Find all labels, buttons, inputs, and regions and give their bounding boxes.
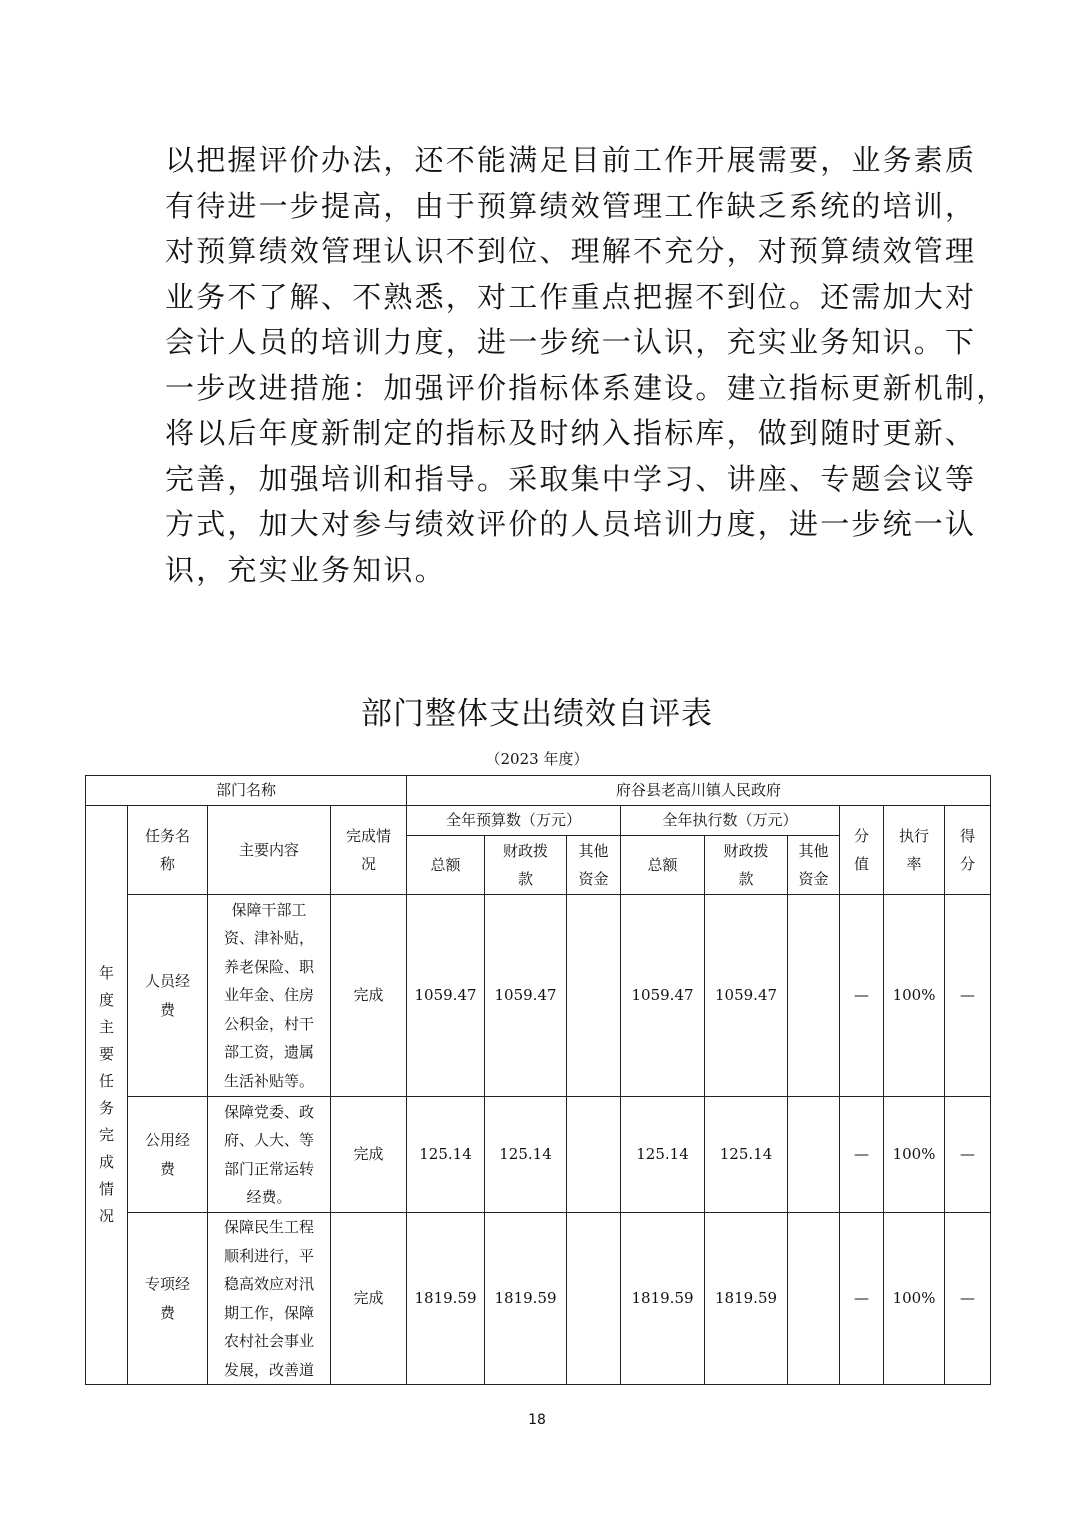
header-exec-other: 其他 资金 [788, 836, 840, 895]
exec-fiscal: 1819.59 [705, 1213, 788, 1385]
paragraph-line: 有待进一步提高，由于预算绩效管理工作缺乏系统的培训， [165, 188, 977, 223]
paragraph-line: 会计人员的培训力度，进一步统一认识，充实业务知识。下 [165, 325, 977, 359]
budget-total: 125.14 [407, 1097, 485, 1213]
task-content: 保障民生工程 顺利进行，平 稳高效应对汛 期工作，保障 农村社会事业 发展，改善道 [208, 1213, 331, 1385]
header-exec-rate: 执行 率 [884, 806, 945, 895]
score: — [945, 1213, 991, 1385]
page-number: 18 [528, 1412, 546, 1428]
budget-total: 1819.59 [407, 1213, 485, 1385]
budget-other [567, 1213, 621, 1385]
score: — [945, 895, 991, 1097]
exec-total: 1059.47 [621, 895, 705, 1097]
header-task-name: 任务名 称 [128, 806, 208, 895]
task-name: 人员经 费 [128, 895, 208, 1097]
exec-total: 1819.59 [621, 1213, 705, 1385]
exec-rate: 100% [884, 895, 945, 1097]
header-budget-total: 总额 [407, 836, 485, 895]
header-exec-total: 总额 [621, 836, 705, 895]
task-content: 保障党委、政 府、人大、等 部门正常运转 经费。 [208, 1097, 331, 1213]
table-row [86, 895, 991, 1097]
score-value: — [840, 895, 884, 1097]
task-content: 保障干部工 资、津补贴， 养老保险、职 业年金、住房 公积金，村干 部工资，遗属 生活补贴等。 [208, 895, 331, 1097]
budget-total: 1059.47 [407, 895, 485, 1097]
paragraph-line: 识，充实业务知识。 [165, 552, 446, 587]
exec-other [788, 1097, 840, 1213]
exec-fiscal: 125.14 [705, 1097, 788, 1213]
header-budget-group: 全年预算数（万元） [407, 806, 621, 836]
table-subtitle: （2023 年度） [485, 750, 589, 768]
exec-other [788, 895, 840, 1097]
table-row [86, 1213, 991, 1385]
paragraph-line: 对预算绩效管理认识不到位、理解不充分，对预算绩效管理 [165, 234, 977, 268]
header-content: 主要内容 [208, 806, 331, 895]
header-score-value: 分 值 [840, 806, 884, 895]
score-value: — [840, 1213, 884, 1385]
header-exec-group: 全年执行数（万元） [621, 806, 840, 836]
body-paragraph [165, 138, 1008, 593]
table-row [86, 1097, 991, 1213]
side-label: 年 度 主 要 任 务 完 成 情 况 [86, 806, 128, 1385]
exec-other [788, 1213, 840, 1385]
exec-rate: 100% [884, 1213, 945, 1385]
performance-table [85, 775, 991, 1385]
task-name: 专项经 费 [128, 1213, 208, 1385]
budget-fiscal: 1819.59 [485, 1213, 567, 1385]
exec-total: 125.14 [621, 1097, 705, 1213]
exec-rate: 100% [884, 1097, 945, 1213]
score: — [945, 1097, 991, 1213]
dept-label: 部门名称 [86, 776, 407, 806]
paragraph-line: 以把握评价办法，还不能满足目前工作开展需要，业务素质 [165, 143, 977, 177]
budget-fiscal: 125.14 [485, 1097, 567, 1213]
dept-value: 府谷县老高川镇人民政府 [407, 776, 991, 806]
paragraph-line: 完善，加强培训和指导。采取集中学习、讲座、专题会议等 [165, 461, 977, 496]
paragraph-line: 将以后年度新制定的指标及时纳入指标库，做到随时更新、 [165, 416, 977, 450]
task-name: 公用经 费 [128, 1097, 208, 1213]
paragraph-line: 业务不了解、不熟悉，对工作重点把握不到位。还需加大对 [165, 279, 977, 314]
paragraph-line: 方式，加大对参与绩效评价的人员培训力度，进一步统一认 [165, 507, 977, 541]
table-title: 部门整体支出绩效自评表 [361, 696, 713, 732]
header-budget-other: 其他 资金 [567, 836, 621, 895]
budget-fiscal: 1059.47 [485, 895, 567, 1097]
header-status: 完成情 况 [331, 806, 407, 895]
header-score: 得 分 [945, 806, 991, 895]
header-budget-fiscal: 财政拨 款 [485, 836, 567, 895]
budget-other [567, 1097, 621, 1213]
budget-other [567, 895, 621, 1097]
dept-row [86, 776, 991, 806]
header-row-1 [86, 806, 991, 836]
score-value: — [840, 1097, 884, 1213]
task-status: 完成 [331, 1213, 407, 1385]
task-status: 完成 [331, 895, 407, 1097]
header-exec-fiscal: 财政拨 款 [705, 836, 788, 895]
task-status: 完成 [331, 1097, 407, 1213]
exec-fiscal: 1059.47 [705, 895, 788, 1097]
paragraph-line: 一步改进措施：加强评价指标体系建设。建立指标更新机制， [165, 370, 1008, 405]
